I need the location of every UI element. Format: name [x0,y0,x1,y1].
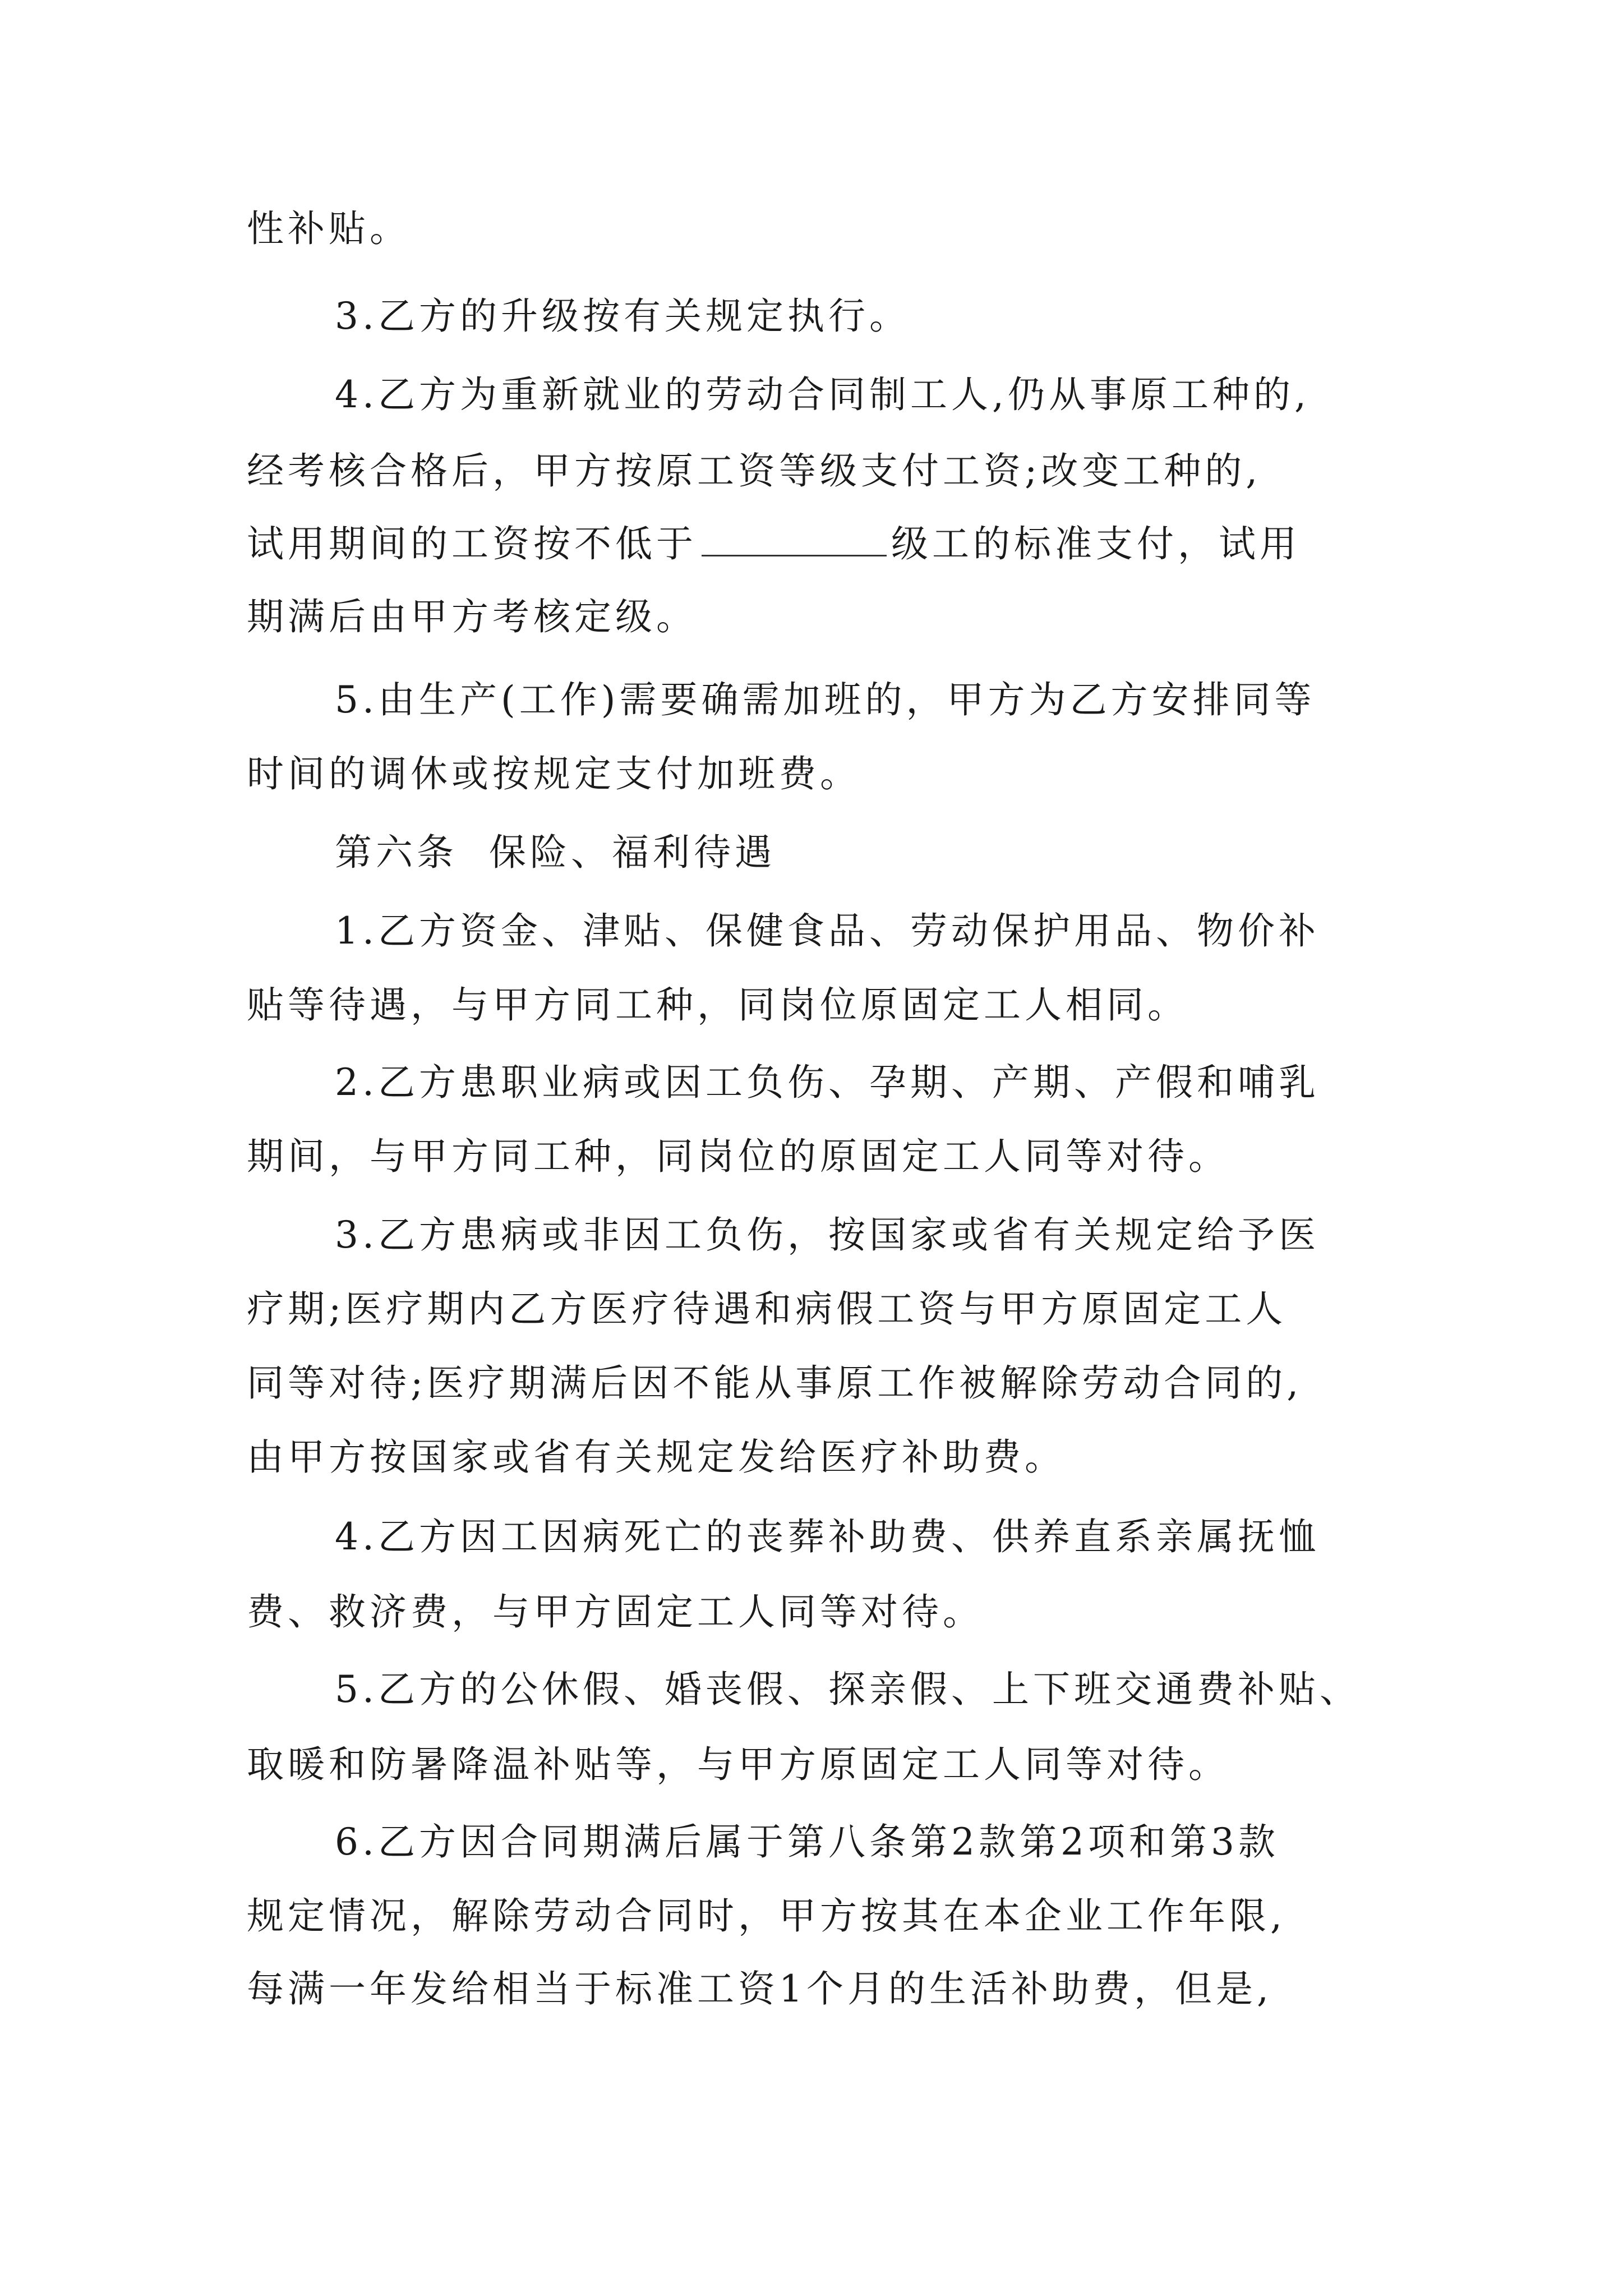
text-line: 期满后由甲方考核定级。 [247,595,697,638]
text-line: 1.乙方资金、津贴、保健食品、劳动保护用品、物价补 [335,909,1320,953]
text-line-with-blank [247,522,1301,567]
text-line: 性补贴。 [247,207,411,250]
text-line: 3.乙方患病或非因工负伤，按国家或省有关规定给予医 [335,1213,1320,1257]
text-line: 费、救济费，与甲方固定工人同等对待。 [247,1590,984,1634]
text-line: 每满一年发给相当于标准工资1个月的生活补助费，但是, [247,1967,1272,2010]
text-line: 期间，与甲方同工种，同岗位的原固定工人同等对待。 [247,1135,1229,1178]
fill-in-blank [702,523,887,556]
text-line: 3.乙方的升级按有关规定执行。 [335,295,910,338]
text-line: 规定情况，解除劳动合同时，甲方按其在本企业工作年限, [247,1894,1286,1938]
text-line: 2.乙方患职业病或因工负伤、孕期、产期、产假和哺乳 [335,1061,1320,1104]
text-line: 4.乙方因工因病死亡的丧葬补助费、供养直系亲属抚恤 [335,1515,1320,1558]
text-line: 同等对待;医疗期满后因不能从事原工作被解除劳动合同的, [247,1361,1303,1405]
text-segment: 级工的标准支付，试用 [891,522,1301,565]
section-heading: 第六条 保险、福利待遇 [335,831,776,874]
text-line: 疗期;医疗期内乙方医疗待遇和病假工资与甲方原固定工人 [247,1287,1287,1331]
text-segment: 试用期间的工资按不低于 [247,522,697,565]
text-line: 时间的调休或按规定支付加班费。 [247,752,861,795]
text-line: 经考核合格后，甲方按原工资等级支付工资;改变工种的, [247,449,1262,493]
text-line: 由甲方按国家或省有关规定发给医疗补助费。 [247,1435,1066,1479]
text-line: 5.乙方的公休假、婚丧假、探亲假、上下班交通费补贴、 [335,1668,1361,1711]
text-line: 5.由生产(工作)需要确需加班的，甲方为乙方安排同等 [335,678,1316,721]
text-line: 取暖和防暑降温补贴等，与甲方原固定工人同等对待。 [247,1743,1229,1786]
text-line: 6.乙方因合同期满后属于第八条第2款第2项和第3款 [335,1820,1279,1864]
text-line: 4.乙方为重新就业的劳动合同制工人,仍从事原工种的, [335,373,1310,416]
text-line: 贴等待遇，与甲方同工种，同岗位原固定工人相同。 [247,983,1188,1027]
